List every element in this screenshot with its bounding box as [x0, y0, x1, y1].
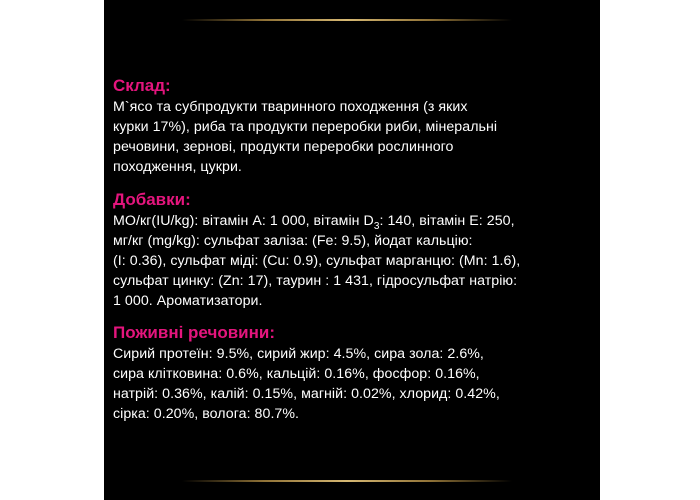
nutrients-line: сірка: 0.20%, волога: 80.7%. [113, 406, 300, 422]
composition-line: походження, цукри. [113, 159, 242, 175]
additives-line: сульфат цинку: (Zn: 17), таурин : 1 431, гідросульфат натрію: [113, 273, 518, 289]
nutrients-line: сира клітковина: 0.6%, кальцій: 0.16%, фосфор: 0.16%, [113, 366, 480, 382]
label-panel [104, 0, 600, 500]
additives-line: (I: 0.36), сульфат міді: (Cu: 0.9), сульфат марганцю: (Mn: 1.6), [113, 253, 521, 269]
composition-line: речовини, зернові, продукти переробки рослинного [113, 139, 454, 155]
vitamin-d-subscript: 3 [373, 221, 380, 232]
nutrients-line: натрій: 0.36%, калій: 0.15%, магній: 0.02%, хлорид: 0.42%, [113, 386, 500, 402]
nutrients-section [113, 323, 593, 424]
nutrients-heading: Поживні речовини: [113, 323, 275, 342]
additives-line-prefix: МО/кг(IU/kg): вітамін А: 1 000, вітамін D [113, 213, 374, 229]
composition-line: курки 17%), риба та продукти переробки риби, мінеральні [113, 119, 498, 135]
additives-heading: Добавки: [113, 190, 191, 209]
bottom-gold-divider [182, 480, 512, 482]
composition-section [113, 76, 593, 177]
nutrients-line: Сирий протеїн: 9.5%, сирий жир: 4.5%, сира зола: 2.6%, [113, 346, 484, 362]
additives-section [113, 190, 593, 311]
additives-line: мг/кг (mg/kg): сульфат заліза: (Fe: 9.5), йодат кальцію: [113, 233, 473, 249]
additives-line [113, 211, 593, 231]
additives-line-suffix: : 140, вітамін E: 250, [379, 213, 515, 229]
additives-line: 1 000. Ароматизатори. [113, 293, 263, 309]
composition-line: М`ясо та субпродукти тваринного походження (з яких [113, 99, 468, 115]
top-gold-divider [182, 19, 512, 21]
label-content [113, 76, 593, 424]
composition-heading: Склад: [113, 76, 171, 95]
